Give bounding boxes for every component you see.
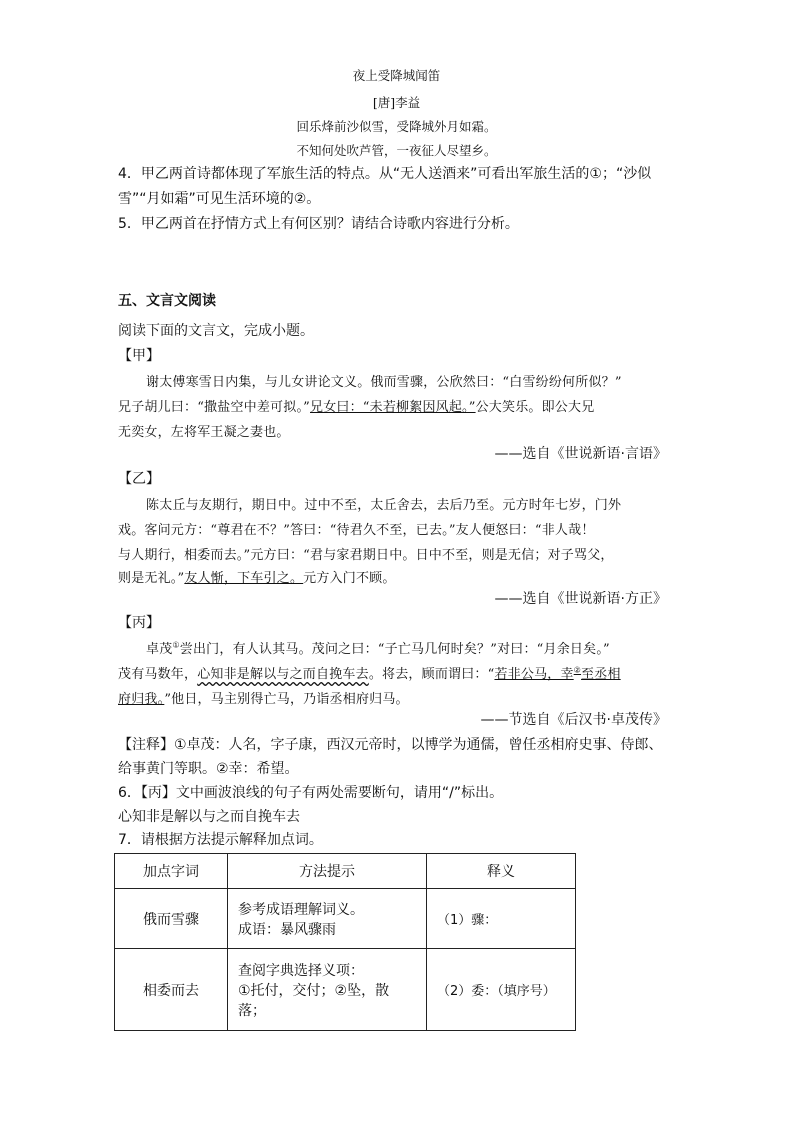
underlined-sentence: 至丞相 [581,667,621,682]
underlined-sentence: 若非公马，幸 [494,667,574,682]
table-cell-answer[interactable]: （2）委：（填序号） [427,949,576,1031]
table-cell-answer[interactable]: （1）骤： [427,889,576,949]
hint-line: 落； [238,1002,266,1019]
poem-author: [唐]李益 [372,95,421,110]
hint-line: ①托付，交付；②坠，散 [238,982,390,999]
passage-text: 卓茂 [146,642,173,657]
underlined-sentence: 兄女曰：“未若柳絮因风起。” [310,400,476,415]
poem-title: 夜上受降城闻笛 [352,68,441,83]
passage-line [118,396,594,415]
question-4-line: 雪”“月如霜”可见生活环境的②。 [118,191,321,207]
passage-line [118,688,409,707]
passage-line: 无奕女，左将军王凝之妻也。 [118,425,290,440]
question-6: 6．【丙】文中画波浪线的句子有两处需要断句，请用“/”标出。 [118,785,504,801]
hint-line: 查阅字典选择义项： [238,962,364,979]
question-6-sentence: 心知非是解以与之而自挽车去 [118,809,300,825]
wavy-underlined-sentence: 心知非是解以与之而自挽车去 [197,667,369,682]
table-cell-hint [228,949,427,1031]
table-cell-word: 俄而雪骤 [115,889,228,949]
annotation-line: 给事黄门等职。②幸：希望。 [118,761,299,777]
passage-text: 。将去，顾而谓曰：“ [368,667,495,682]
poem-line: 回乐烽前沙似雪，受降城外月如霜。 [296,119,497,134]
table-header: 释义 [427,854,576,889]
passage-text: 尝出门，有人认其马。茂问之曰：“子亡马几何时矣？”对曰：“月余日矣。” [179,642,610,657]
source-citation: ——节选自《后汉书·卓茂传》 [480,712,667,728]
underlined-sentence: 友人惭，下车引之。 [184,571,304,586]
passage-text: 兄子胡儿曰：“撒盐空中差可拟。” [118,400,310,415]
footnote-marker: ② [573,665,582,675]
footnote-marker: ① [172,640,180,650]
passage-label-bing: 【丙】 [118,615,160,631]
passage-text: 则是无礼。” [118,571,185,586]
passage-line [146,638,610,657]
section-intro: 阅读下面的文言文，完成小题。 [118,323,314,339]
hint-line: 成语：暴风骤雨 [238,921,336,938]
question-7: 7．请根据方法提示解释加点词。 [118,832,323,848]
underlined-sentence: 府归我。 [118,692,165,707]
passage-label-jia: 【甲】 [118,348,160,364]
table-row [115,889,576,949]
poem-line: 不知何处吹芦管，一夜征人尽望乡。 [296,143,497,158]
passage-line: 戏。客问元方：“尊君在不？”答曰：“待君久不至，已去。”友人便怒曰：“非人哉！ [118,523,595,538]
source-citation: ——选自《世说新语·言语》 [494,446,667,462]
table-row [115,949,576,1031]
method-table [114,853,576,1031]
passage-line: 谢太傅寒雪日内集，与儿女讲论文义。俄而雪骤，公欣然曰：“白雪纷纷何所似？” [146,375,622,390]
passage-line: 陈太丘与友期行，期日中。过中不至，太丘舍去，去后乃至。元方时年七岁，门外 [146,498,622,513]
passage-text: 元方入门不顾。 [303,571,396,586]
passage-line [118,567,396,586]
question-5: 5．甲乙两首在抒情方式上有何区别？请结合诗歌内容进行分析。 [118,216,519,232]
passage-label-yi: 【乙】 [118,471,160,487]
passage-line [118,663,621,682]
annotation-line: 【注释】①卓茂：人名，字子康，西汉元帝时，以博学为通儒，曾任丞相府史事、侍郎、 [118,737,663,753]
question-4-line: 4．甲乙两首诗都体现了军旅生活的特点。从“无人送酒来”可看出军旅生活的①；“沙似 [118,166,652,182]
passage-text: ”他日，马主别得亡马，乃诣丞相府归马。 [164,692,409,707]
section-heading: 五、文言文阅读 [118,293,216,309]
table-cell-hint [228,889,427,949]
table-cell-word: 相委而去 [115,949,228,1031]
table-header-row [115,854,576,889]
passage-text: 茂有马数年， [118,667,198,682]
passage-line: 与人期行，相委而去。”元方曰：“君与家君期日中。日中不至，则是无信；对子骂父， [118,548,614,563]
table-header: 方法提示 [228,854,427,889]
passage-text: 公大笑乐。即公大兄 [475,400,595,415]
hint-line: 参考成语理解词义。 [238,901,364,918]
source-citation: ——选自《世说新语·方正》 [494,591,667,607]
table-header: 加点字词 [115,854,228,889]
